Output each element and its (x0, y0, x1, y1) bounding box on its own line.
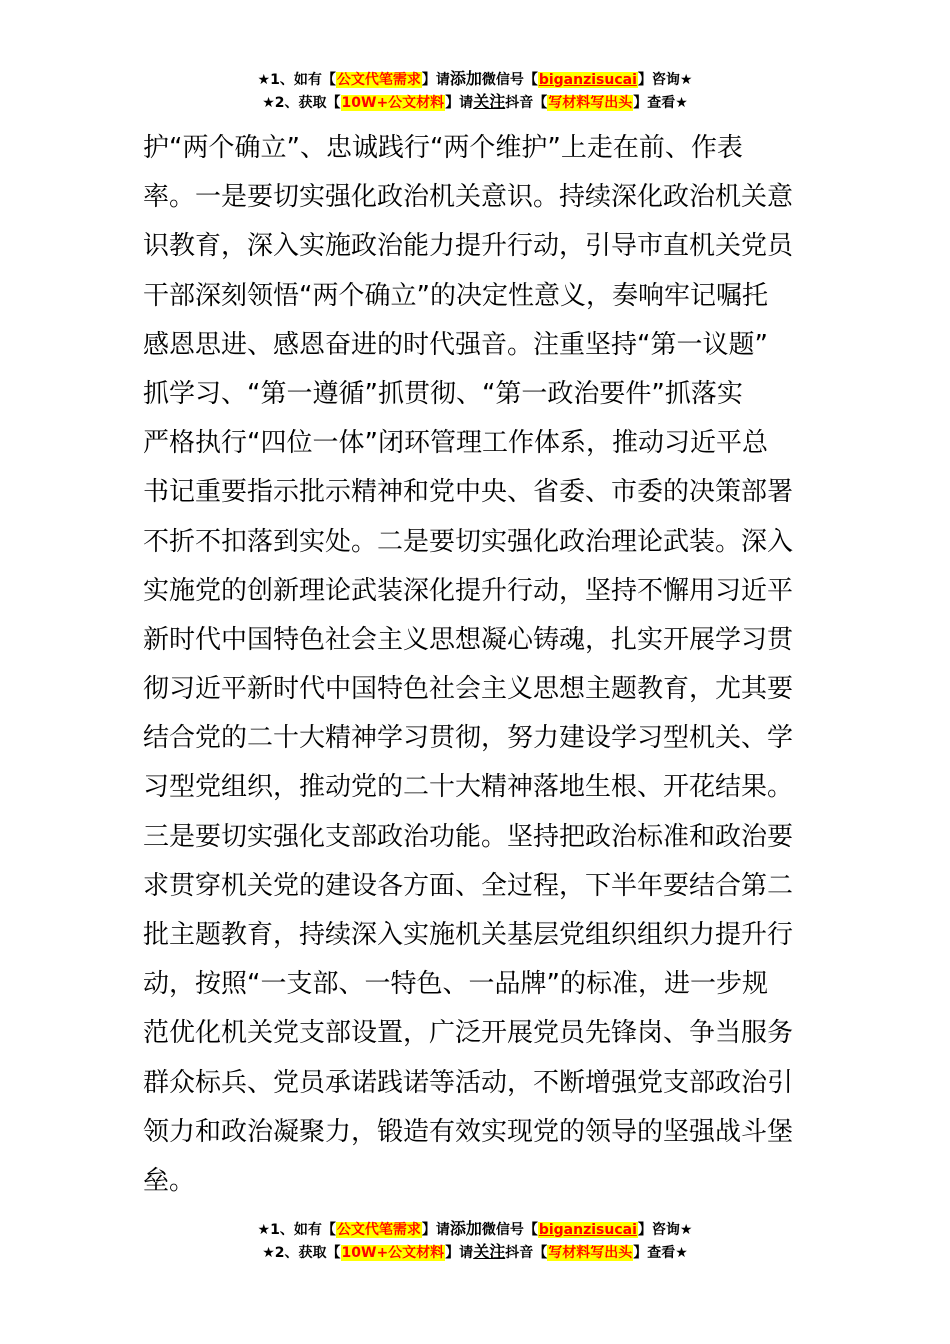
header-banner (0, 68, 950, 114)
banner-text: 】请 (445, 1245, 474, 1261)
body-line: 书记重要指示批示精神和党中央、省委、市委的决策部署 (143, 477, 794, 508)
body-line: 三是要切实强化支部政治功能。坚持把政治标准和政治要 (143, 821, 794, 852)
banner-emphasis: 添加 (449, 69, 482, 88)
banner-text: ★2、获取【 (262, 95, 341, 111)
highlight-materials: 10W+公文材料 (341, 1245, 445, 1261)
footer-banner (0, 1218, 950, 1264)
wechat-id-link[interactable]: biganzisucai (538, 72, 637, 88)
body-line: 严格执行“四位一体”闭环管理工作体系，推动习近平总 (143, 428, 768, 459)
body-line: 垒。 (143, 1165, 196, 1196)
wechat-id-link[interactable]: biganzisucai (538, 1222, 637, 1238)
banner-line-1 (0, 68, 950, 91)
body-line: 新时代中国特色社会主义思想凝心铸魂，扎实开展学习贯 (143, 624, 794, 655)
body-line: 领力和政治凝聚力，锻造有效实现党的领导的坚强战斗堡 (143, 1116, 794, 1147)
body-line: 干部深刻领悟“两个确立”的决定性意义，奏响牢记嘱托 (143, 280, 768, 311)
body-line: 批主题教育，持续深入实施机关基层党组织组织力提升行 (143, 920, 794, 950)
body-line: 习型党组织，推动党的二十大精神落地生根、开花结果。 (143, 772, 794, 803)
banner-emphasis: 添加 (449, 1219, 482, 1238)
document-body (143, 124, 813, 1206)
banner-emphasis: 关注 (473, 1242, 506, 1261)
banner-text: 】查看★ (633, 95, 688, 111)
body-line: 彻习近平新时代中国特色社会主义思想主题教育，尤其要 (143, 674, 794, 705)
banner-text: ★1、如有【 (257, 72, 336, 88)
banner-text: 微信号【 (481, 1222, 538, 1238)
banner-line-1 (0, 1218, 950, 1241)
body-line: 群众标兵、党员承诺践诺等活动，不断增强党支部政治引 (143, 1067, 794, 1098)
body-line: 结合党的二十大精神学习贯彻，努力建设学习型机关、学 (143, 723, 794, 754)
banner-text: 】请 (421, 1222, 450, 1238)
banner-text: ★2、获取【 (262, 1245, 341, 1261)
banner-text: 】咨询★ (637, 1222, 693, 1238)
banner-line-2 (0, 1241, 950, 1264)
highlight-service: 公文代笔需求 (336, 1222, 421, 1238)
body-line: 实施党的创新理论武装深化提升行动，坚持不懈用习近平 (143, 575, 794, 606)
highlight-materials: 10W+公文材料 (341, 95, 445, 111)
banner-text: 】咨询★ (637, 72, 693, 88)
highlight-service: 公文代笔需求 (336, 72, 421, 88)
body-line: 求贯穿机关党的建设各方面、全过程，下半年要结合第二 (143, 870, 794, 901)
highlight-douyin: 写材料写出头 (548, 95, 633, 111)
body-line: 率。一是要切实强化政治机关意识。持续深化政治机关意 (143, 182, 794, 213)
banner-text: 】查看★ (633, 1245, 688, 1261)
body-line: 范优化机关党支部设置，广泛开展党员先锋岗、争当服务 (143, 1018, 794, 1049)
body-line: 识教育，深入实施政治能力提升行动，引导市直机关党员 (143, 231, 794, 262)
banner-text: 】请 (421, 72, 450, 88)
banner-text: 】请 (445, 95, 474, 111)
banner-text: 抖音【 (505, 1245, 548, 1261)
body-line: 感恩思进、感恩奋进的时代强音。注重坚持“第一议题” (143, 329, 768, 360)
banner-text: 抖音【 (505, 95, 548, 111)
body-line: 动，按照“一支部、一特色、一品牌”的标准，进一步规 (143, 969, 768, 1000)
highlight-douyin: 写材料写出头 (548, 1245, 633, 1261)
banner-emphasis: 关注 (473, 92, 506, 111)
banner-line-2 (0, 91, 950, 114)
body-line: 护“两个确立”、忠诚践行“两个维护”上走在前、作表 (143, 133, 743, 163)
banner-text: ★1、如有【 (257, 1222, 336, 1238)
banner-text: 微信号【 (481, 72, 538, 88)
body-line: 抓学习、“第一遵循”抓贯彻、“第一政治要件”抓落实 (143, 378, 743, 409)
body-line: 不折不扣落到实处。二是要切实强化政治理论武装。深入 (143, 526, 794, 557)
